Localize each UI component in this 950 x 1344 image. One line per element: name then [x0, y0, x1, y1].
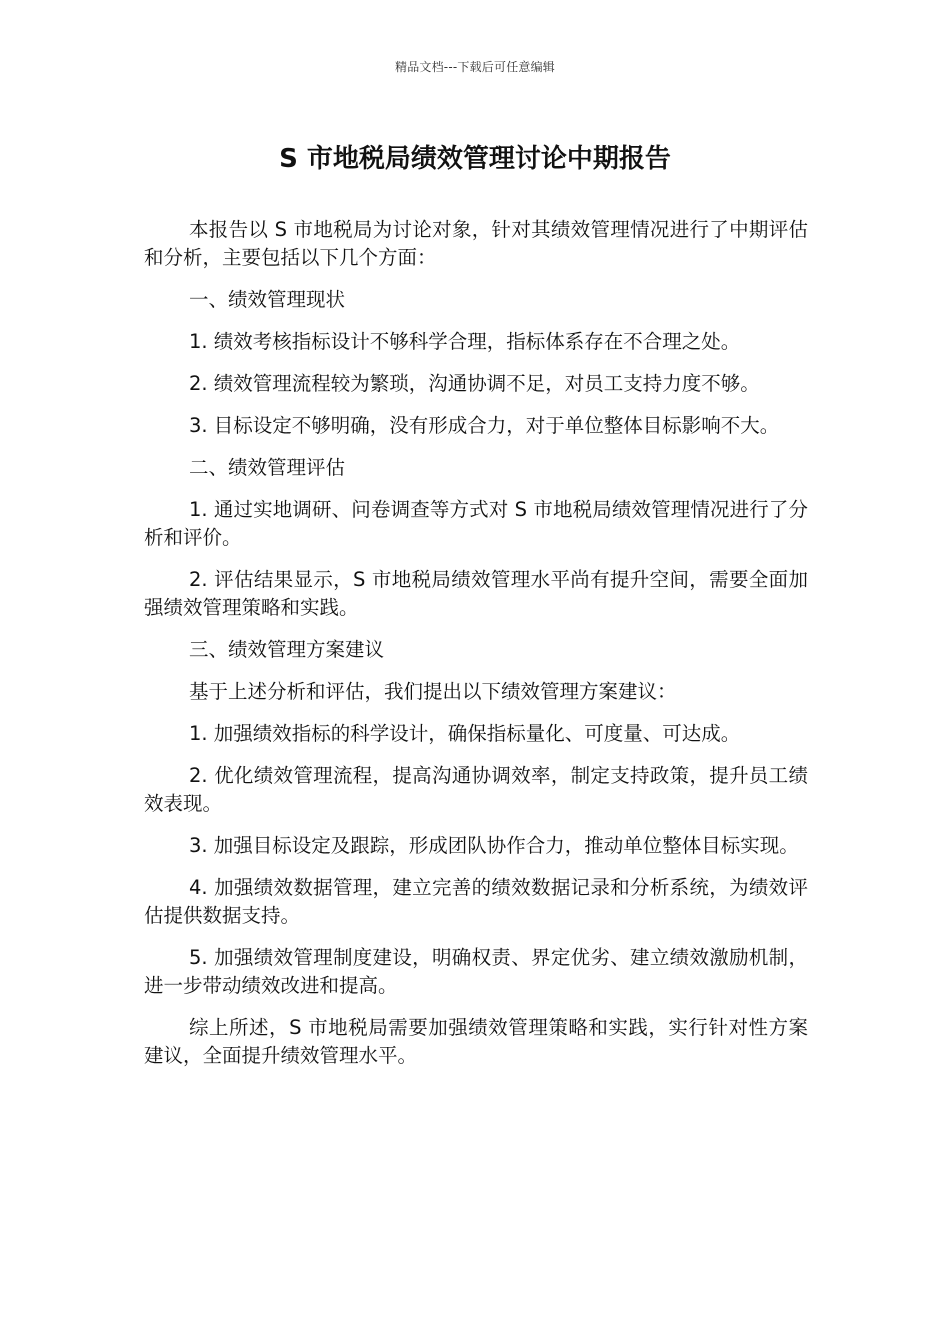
list-item: 4. 加强绩效数据管理，建立完善的绩效数据记录和分析系统，为绩效评估提供数据支持。 — [144, 876, 808, 927]
list-item: 5. 加强绩效管理制度建设，明确权责、界定优劣、建立绩效激励机制，进一步带动绩效改进和提高。 — [144, 946, 808, 997]
section-heading-suggestions: 三、绩效管理方案建议 — [189, 638, 385, 661]
document-body — [144, 216, 808, 1084]
list-item: 1. 绩效考核指标设计不够科学合理，指标体系存在不合理之处。 — [189, 330, 741, 353]
list-item: 2. 评估结果显示，S 市地税局绩效管理水平尚有提升空间，需要全面加强绩效管理策略和实践。 — [144, 568, 808, 619]
paragraph-conclusion: 综上所述，S 市地税局需要加强绩效管理策略和实践，实行针对性方案建议，全面提升绩效管理水平。 — [144, 1016, 808, 1067]
paragraph-intro: 本报告以 S 市地税局为讨论对象，针对其绩效管理情况进行了中期评估和分析，主要包括以下几个方面： — [144, 218, 808, 269]
header-note: 精品文档---下载后可任意编辑 — [395, 60, 555, 74]
list-item: 3. 目标设定不够明确，没有形成合力，对于单位整体目标影响不大。 — [189, 414, 780, 437]
list-item: 3. 加强目标设定及跟踪，形成团队协作合力，推动单位整体目标实现。 — [189, 834, 799, 857]
list-item: 1. 加强绩效指标的科学设计，确保指标量化、可度量、可达成。 — [189, 722, 741, 745]
document-title: S 市地税局绩效管理讨论中期报告 — [279, 144, 671, 174]
list-item: 2. 绩效管理流程较为繁琐，沟通协调不足，对员工支持力度不够。 — [189, 372, 760, 395]
section-heading-status: 一、绩效管理现状 — [189, 288, 346, 311]
list-item: 1. 通过实地调研、问卷调查等方式对 S 市地税局绩效管理情况进行了分析和评价。 — [144, 498, 808, 549]
paragraph-suggestions-intro: 基于上述分析和评估，我们提出以下绩效管理方案建议： — [189, 680, 677, 703]
section-heading-evaluation: 二、绩效管理评估 — [189, 456, 346, 479]
list-item: 2. 优化绩效管理流程，提高沟通协调效率，制定支持政策，提升员工绩效表现。 — [144, 764, 808, 815]
